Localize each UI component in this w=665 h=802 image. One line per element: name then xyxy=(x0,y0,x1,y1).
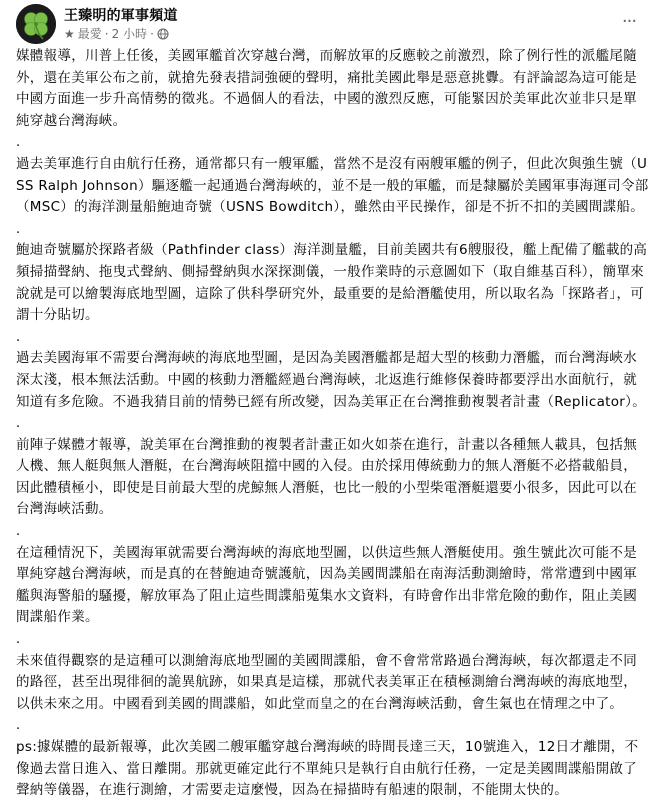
paragraph-1: 媒體報導，川普上任後，美國軍艦首次穿越台灣，而解放軍的反應較之前激烈，除了例行性的派艦尾隨外，還在美軍公布之前，就搶先發表措詞強硬的聲明，痛批美國此舉是惡意挑釁。有評論認為這可能是中國方面進一步升高情勢的徵兆。不過個人的看法，中國的激烈反應，可能緊因於美軍此次並非只是單純穿越台灣海峽。 xyxy=(16,48,637,129)
post-body xyxy=(0,46,665,802)
four-leaf-clover-icon xyxy=(16,4,56,44)
paragraph-separator: . xyxy=(16,135,21,151)
paragraph-separator: . xyxy=(16,718,21,734)
paragraph-8: ps:據媒體的最新報導，此次美國二艘軍艦穿越台灣海峽的時間長達三天，10號進入，12日才離開，不像過去當日進入、當日離開。那就更確定此行不單純只是執行自由航行任務，一定是美國間諜船開啟了聲納等儀器，在進行測繪，才需要走這麼慢，因為在掃描時有船速的限制，不能開太快的。 xyxy=(16,739,639,799)
post-meta xyxy=(64,25,169,42)
paragraph-separator: . xyxy=(16,632,21,648)
globe-icon xyxy=(157,28,169,40)
paragraph-2: 過去美軍進行自由航行任務，通常都只有一艘軍艦，當然不是沒有兩艘軍艦的例子，但此次與強生號（USS Ralph Johnson）驅逐艦一起通過台灣海峽的，並不是一般的軍艦，而是隸屬於美國軍事海運司令部（MSC）的海洋測量船鮑迪奇號（USNS Bowditch），雖然由平民操作，卻是不折不扣的美國間諜船。 xyxy=(16,155,649,216)
paragraph-4: 過去美國海軍不需要台灣海峽的海底地型圖，是因為美國潛艦都是超大型的核動力潛艦，而台灣海峽水深太淺，根本無法活動。中國的核動力潛艦經過台灣海峽，北返進行維修保養時都要浮出水面航行，就知道有多危險。不過我猜目前的情勢已經有所改變，因為美軍正在台灣推動複製者計畫（Replicator）。 xyxy=(16,350,646,410)
paragraph-3: 鮑迪奇號屬於探路者級（Pathfinder class）海洋測量艦，目前美國共有6艘服役，艦上配備了艦載的高頻掃描聲納、拖曳式聲納、側掃聲納與水深探測儀，一般作業時的示意圖如下（取自維基百科），簡單來說就是可以繪製海底地型圖，這除了供科學研究外，最重要的是給潛艦使用，所以取名為「探路者」，可謂十分貼切。 xyxy=(16,242,648,324)
post-time-link[interactable]: 2 小時 xyxy=(111,27,148,41)
meta-dot-2: · xyxy=(150,26,154,41)
favorite-badge: 最愛 xyxy=(77,27,102,41)
more-options-icon[interactable]: ··· xyxy=(621,11,637,32)
paragraph-separator: . xyxy=(16,221,21,237)
paragraph-6: 在這種情況下，美國海軍就需要台灣海峽的海底地型圖，以供這些無人潛艇使用。強生號此次可能不是單純穿越台灣海峽，而是真的在替鮑迪奇號護航，因為美國間諜船在南海活動測繪時，常常遭到中國軍艦與海警船的騷擾，解放軍為了阻止這些間諜船蒐集水文資料，有時會作出非常危險的動作，阻止美國間諜船作業。 xyxy=(16,544,637,626)
page-name-link[interactable]: 王臻明的軍事頻道 xyxy=(64,8,178,24)
paragraph-7: 未來值得觀察的是這種可以測繪海底地型圖的美國間諜船，會不會常常路過台灣海峽，每次都還走不同的路徑，甚至出現徘徊的詭異航跡，如果真是這樣，那就代表美軍正在積極測繪台灣海峽的海底地型，以供未來之用。中國看到美國的間諜船，如此堂而皇之的在台灣海峽活動，會生氣也在情理之中了。 xyxy=(16,652,637,712)
paragraph-separator: . xyxy=(16,329,21,345)
paragraph-separator: . xyxy=(16,416,21,432)
star-icon: ★ xyxy=(64,26,75,41)
post-header xyxy=(0,0,665,46)
meta-dot: · xyxy=(104,26,109,41)
paragraph-separator: . xyxy=(16,524,21,540)
page-avatar[interactable] xyxy=(16,4,56,44)
paragraph-5: 前陣子媒體才報導，說美軍在台灣推動的複製者計畫正如火如荼在進行，計畫以各種無人載具，包括無人機、無人艇與無人潛艇，在台灣海峽阻擋中國的入侵。由於採用傳統動力的無人潛艇不必搭載船員，因此體積極小，即使是目前最大型的虎鯨無人潛艇，也比一般的小型柴電潛艇還要小很多，因此可以在台灣海峽活動。 xyxy=(16,436,637,518)
